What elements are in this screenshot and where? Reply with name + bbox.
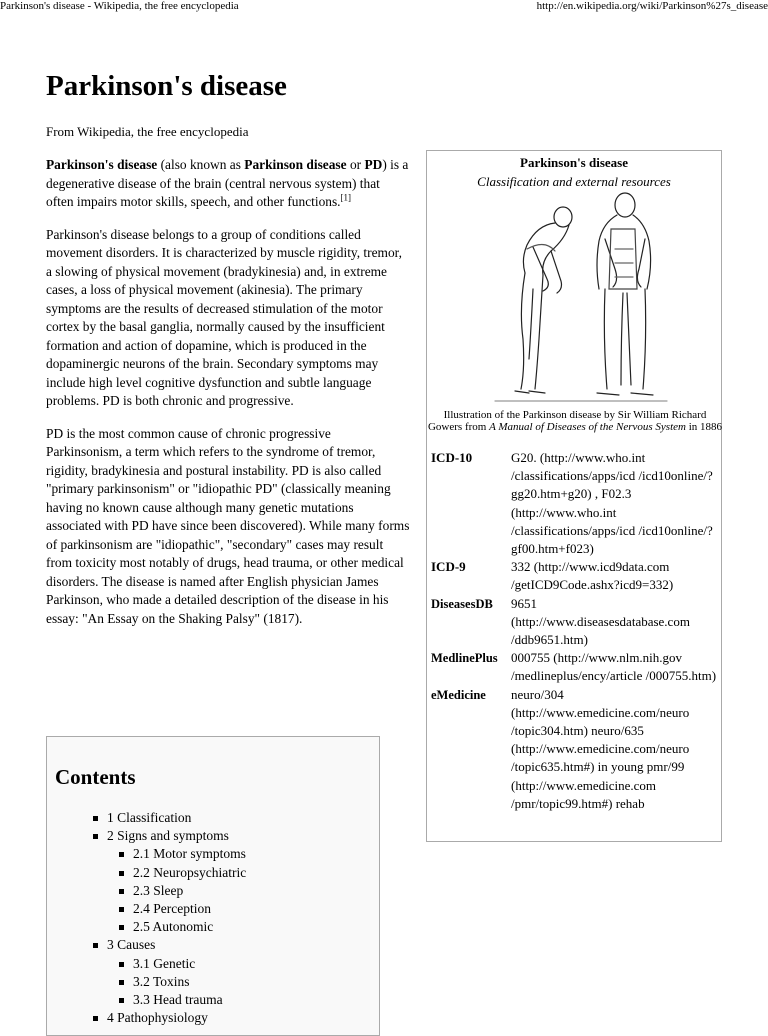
infobox	[426, 150, 722, 842]
infobox-classification-table	[427, 449, 723, 813]
toc-item[interactable]	[47, 936, 377, 954]
toc-subitem[interactable]	[47, 973, 377, 991]
bullet-icon	[119, 852, 124, 857]
toc-subitem[interactable]	[47, 900, 377, 918]
bullet-icon	[119, 907, 124, 912]
print-header	[0, 0, 768, 16]
toc-subitem[interactable]	[47, 955, 377, 973]
bullet-icon	[119, 889, 124, 894]
toc-item-label[interactable]: 1 Classification	[107, 810, 192, 825]
bullet-icon	[119, 962, 124, 967]
toc-item[interactable]	[47, 827, 377, 845]
row-label: DiseasesDB	[431, 596, 493, 611]
bullet-icon	[119, 871, 124, 876]
toc-list	[47, 809, 377, 1027]
caption-book-title[interactable]: A Manual of Diseases of the Nervous System	[489, 421, 686, 433]
row-value[interactable]: 000755 (http://www.nlm.nih.gov /medlineplus/ency/article /000755.htm)	[511, 650, 717, 684]
article-body	[46, 156, 410, 642]
toc-item-label[interactable]: 3.2 Toxins	[133, 973, 190, 989]
row-label: MedlinePlus	[431, 651, 498, 666]
bullet-icon	[119, 925, 124, 930]
toc-subitem[interactable]	[47, 991, 377, 1009]
page-title-header: Parkinson's disease - Wikipedia, the free encyclopedia	[0, 0, 239, 12]
caption-text: in 1886	[685, 421, 723, 433]
caption-text: Illustration of the Parkinson disease by Sir William Richard Gowers from	[427, 409, 707, 433]
infobox-row-icd9	[427, 558, 723, 594]
parkinson-illustration-image[interactable]	[485, 189, 675, 409]
bold-term: Parkinson's disease	[46, 157, 158, 172]
row-value[interactable]: 332 (http://www.icd9data.com /getICD9Code.ashx?icd9=332)	[511, 559, 674, 593]
bullet-icon	[119, 998, 124, 1003]
intro-paragraph	[46, 156, 410, 212]
article-title: Parkinson's disease	[46, 70, 287, 102]
bold-term: Parkinson disease	[244, 157, 347, 172]
infobox-title: Parkinson's disease	[520, 155, 628, 170]
infobox-row-diseasesdb	[427, 595, 723, 650]
paragraph-3: PD is the most common cause of chronic progressive Parkinsonism, a term which refers to the syndrome of tremor, rigidity, bradykinesia and postural instability. PD is also called "primary parkinsonism" or "idiopathic PD" (classically meaning having no known cause although many genetic mutations associated with PD have since been discovered). While many forms of parkinsonism are "idiopathic", "secondary" cases may result from toxicity most notably of drugs, head trauma, or other medical disorders. The disease is named after English physician James Parkinson, who made a detailed description of the disease in his essay: "An Essay on the Shaking Palsy" (1817).	[46, 425, 410, 626]
bullet-icon	[93, 834, 98, 839]
toc-item[interactable]	[47, 809, 377, 827]
toc-item-label[interactable]: 3.3 Head trauma	[133, 992, 223, 1008]
row-label: ICD-10	[431, 450, 473, 465]
toc-item-label[interactable]: 2.1 Motor symptoms	[133, 846, 246, 862]
infobox-subtitle: Classification and external resources	[477, 174, 671, 189]
row-label: eMedicine	[431, 687, 486, 702]
image-caption	[427, 409, 723, 433]
toc-item-label[interactable]: 2.4 Perception	[133, 901, 211, 917]
text: (also known as	[157, 157, 245, 172]
toc-item[interactable]	[47, 1009, 377, 1027]
toc-subitem[interactable]	[47, 882, 377, 900]
toc-subitem[interactable]	[47, 845, 377, 863]
bullet-icon	[93, 1016, 98, 1021]
reference-link[interactable]: [1]	[340, 192, 352, 203]
bullet-icon	[93, 816, 98, 821]
toc-item-label[interactable]: 2.5 Autonomic	[133, 919, 214, 935]
bold-term: PD	[364, 157, 383, 172]
page-url[interactable]: http://en.wikipedia.org/wiki/Parkinson%27s_disease	[536, 0, 768, 12]
bullet-icon	[93, 943, 98, 948]
row-value[interactable]: neuro/304 (http://www.emedicine.com/neuro /topic304.htm) neuro/635 (http://www.emedicine.com/neuro /topic635.htm#) in young pmr/99 (http://www.emedicine.com /pmr/topic99.htm#) rehab	[511, 686, 690, 811]
toc-subitem[interactable]	[47, 864, 377, 882]
toc-title: Contents	[55, 765, 136, 789]
toc-item-label[interactable]: 3.1 Genetic	[133, 955, 196, 971]
infobox-row-emedicine	[427, 686, 723, 813]
table-of-contents	[46, 736, 380, 1036]
row-label: ICD-9	[431, 559, 466, 575]
infobox-row-icd10	[427, 449, 723, 558]
infobox-row-medlineplus	[427, 649, 723, 685]
text: ) is a degenerative disease of the brain (central nervous system) that often impairs motor skills, speech, and other functions.	[46, 157, 409, 209]
row-value[interactable]: 9651 (http://www.diseasesdatabase.com /ddb9651.htm)	[511, 595, 690, 648]
toc-item-label[interactable]: 3 Causes	[107, 937, 156, 953]
paragraph-2: Parkinson's disease belongs to a group of conditions called movement disorders. It is characterized by muscle rigidity, tremor, a slowing of physical movement (bradykinesia) and, in extreme cases, a loss of physical movement (akinesia). The primary symptoms are the results of decreased stimulation of the motor cortex by the basal ganglia, normally caused by the insufficient formation and action of dopamine, which is produced in the dopaminergic neurons of the brain. Secondary symptoms may include high level cognitive dysfunction and subtle language problems. PD is both chronic and progressive.	[46, 226, 402, 408]
toc-subitem[interactable]	[47, 918, 377, 936]
toc-item-label[interactable]: 4 Pathophysiology	[107, 1010, 208, 1026]
toc-item-label[interactable]: 2.2 Neuropsychiatric	[133, 864, 247, 880]
toc-item-label[interactable]: 2 Signs and symptoms	[107, 828, 229, 844]
row-value[interactable]: G20. (http://www.who.int /classifications/apps/icd /icd10online/?gg20.htm+g20) , F02.3 (http://www.who.int /classifications/apps/icd /icd10online/?gf00.htm+f023)	[511, 450, 713, 557]
site-sub: From Wikipedia, the free encyclopedia	[46, 124, 249, 139]
toc-item-label[interactable]: 2.3 Sleep	[133, 882, 184, 898]
bullet-icon	[119, 980, 124, 985]
text: or	[346, 157, 365, 172]
